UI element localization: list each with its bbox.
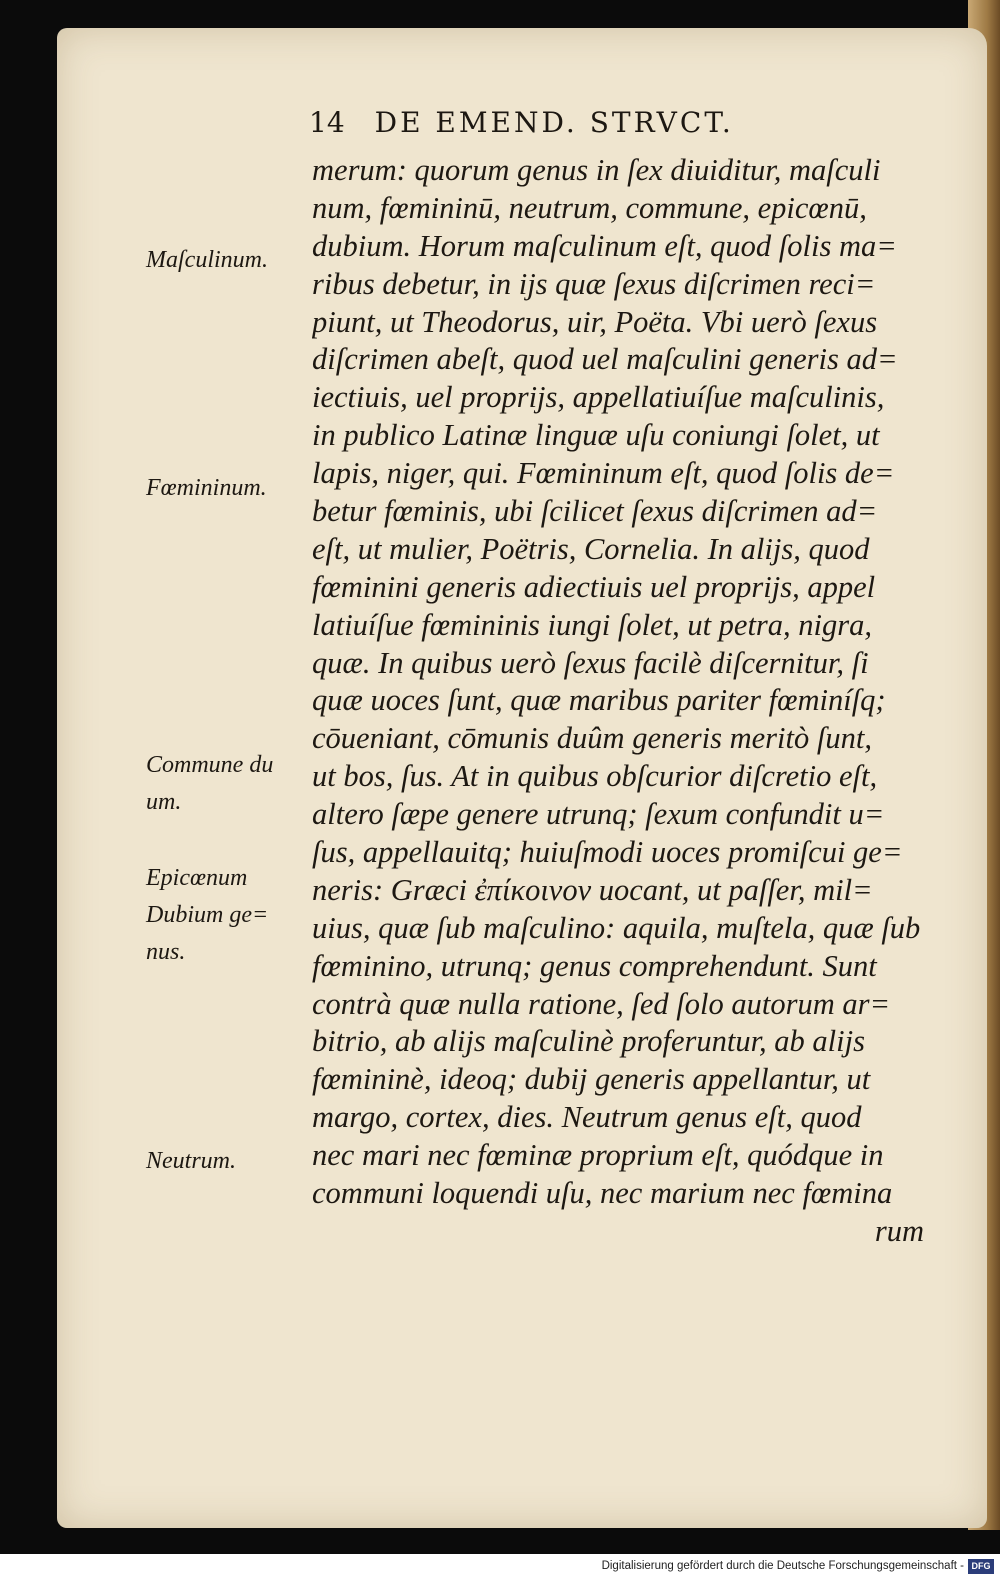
dfg-logo: DFG (968, 1559, 994, 1574)
text-line: in publico Latinæ linguæ uſu coniungi ſolet, ut (312, 418, 880, 453)
text-line: merum: quorum genus in ſex diuiditur, maſculi (312, 153, 881, 187)
text-line: lapis, niger, qui. Fœmininum eſt, quod ſolis de= (312, 456, 895, 491)
text-line: fœminini generis adiectiuis uel proprijs, appel (312, 569, 876, 604)
text-line: fœminino, utrunq; genus comprehendunt. Sunt (312, 948, 877, 983)
margin-note-foemininum: Fœmininum. (146, 475, 267, 501)
text-line: diſcrimen abeſt, quod uel maſculini generis ad= (312, 342, 898, 377)
text-line: quæ uoces ſunt, quæ maribus pariter fœminíſq; (312, 683, 886, 718)
text-line: latiuíſue fœmininis iungi ſolet, ut petra, nigra, (312, 607, 873, 642)
text-line: dubium. Horum maſculinum eſt, quod ſolis ma= (312, 228, 897, 263)
margin-note-dubium-cont: nus. (146, 939, 186, 965)
page-number: 14 (309, 106, 345, 139)
text-line: piunt, ut Theodorus, uir, Poëta. Vbi uerò ſexus (312, 304, 878, 339)
text-line: ut bos, ſus. At in quibus obſcurior diſcretio eſt, (312, 759, 878, 794)
text-line: cōueniant, cōmunis duûm generis meritò ſunt, (312, 721, 872, 756)
text-line: neris: Græci ἐπίκοινον uocant, ut paſſer, mil= (312, 872, 873, 907)
margin-note-epicoenum: Epicœnum (146, 865, 248, 891)
footer-bar (0, 1554, 1000, 1582)
margin-note-dubium: Dubium ge= (146, 902, 269, 928)
text-line: ſus, appellauitq; huiuſmodi uoces promiſcui ge= (312, 835, 903, 870)
running-title: DE EMEND. STRVCT. (374, 106, 734, 139)
margin-note-commune: Commune du (146, 752, 274, 778)
text-line: bitrio, ab alijs maſculinè proferuntur, ab alijs (312, 1024, 865, 1059)
text-line: uius, quæ ſub maſculino: aquila, muſtela, quæ ſub (312, 910, 921, 945)
text-line: quæ. In quibus uerò ſexus facilè diſcernitur, ſi (312, 645, 869, 680)
catchword: rum (874, 1213, 924, 1248)
text-line: contrà quæ nulla ratione, ſed ſolo autorum ar= (312, 986, 891, 1021)
text-line: altero ſæpe genere utrunq; ſexum confundit u= (312, 797, 885, 832)
running-header (309, 106, 734, 139)
text-line: ribus debetur, in ijs quæ ſexus diſcrimen reci= (312, 266, 876, 301)
text-line: num, fœmininū, neutrum, commune, epicœnū, (312, 190, 867, 225)
funding-credit: Digitalisierung gefördert durch die Deutsche Forschungsgemeinschaft - (601, 1560, 964, 1572)
margin-note-commune-cont: um. (146, 789, 182, 815)
text-line: margo, cortex, dies. Neutrum genus eſt, quod (312, 1100, 862, 1135)
text-line: nec mari nec fœminæ proprium eſt, quódque in (312, 1138, 884, 1173)
text-line: communi loquendi uſu, nec marium nec fœmina (312, 1176, 893, 1211)
margin-note-masculinum: Maſculinum. (146, 247, 268, 273)
margin-note-neutrum: Neutrum. (146, 1148, 236, 1174)
main-text (312, 152, 932, 1251)
text-line: iectiuis, uel proprijs, appellatiuíſue maſculinis, (312, 380, 885, 415)
text-line: fœmininè, ideoq; dubij generis appellantur, ut (312, 1062, 871, 1097)
text-line: betur fœminis, ubi ſcilicet ſexus diſcrimen ad= (312, 494, 878, 529)
text-line: eſt, ut mulier, Poëtris, Cornelia. In alijs, quod (312, 531, 870, 566)
